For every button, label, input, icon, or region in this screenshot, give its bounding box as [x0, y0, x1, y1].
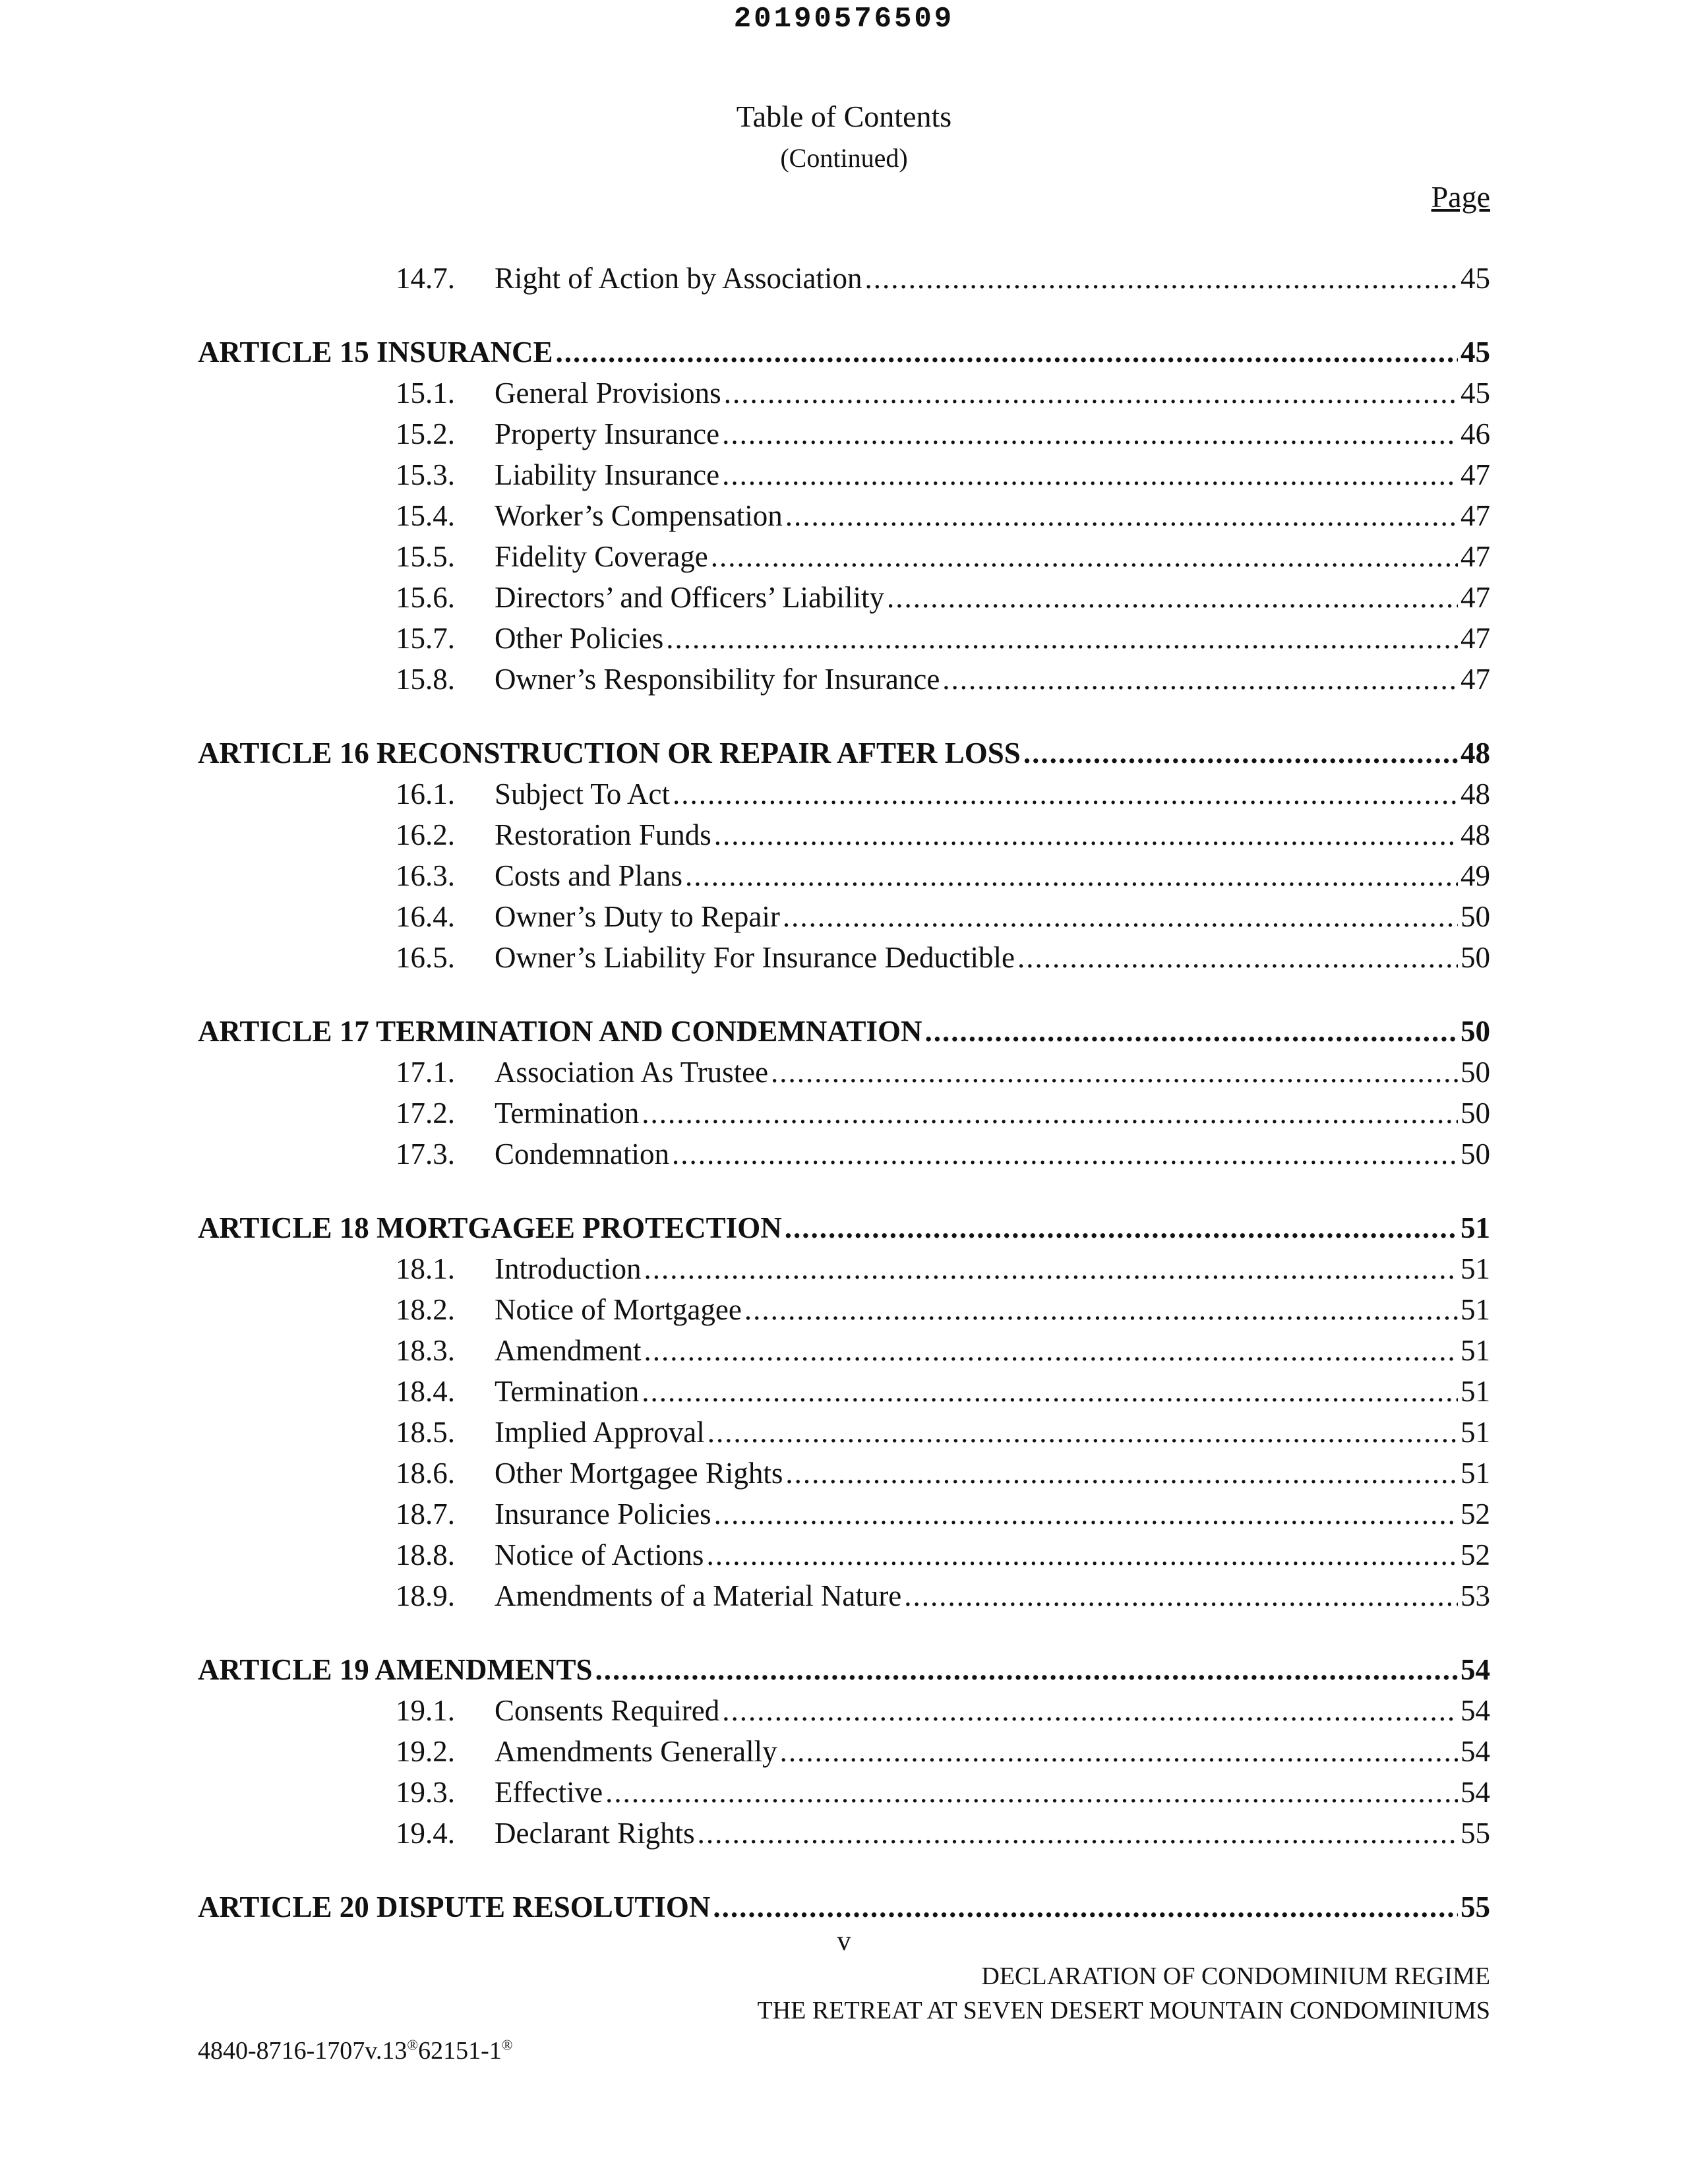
- toc-entry-title: ARTICLE 18 MORTGAGEE PROTECTION: [198, 1211, 782, 1244]
- toc-section-number: 18.1.: [396, 1252, 455, 1285]
- toc-dot-leader: [706, 1535, 1458, 1575]
- toc-entry-title: Effective: [495, 1776, 603, 1809]
- toc-dot-leader: [785, 1208, 1458, 1248]
- toc-dot-leader: [714, 815, 1458, 855]
- toc-page-number: 48: [1461, 777, 1490, 810]
- toc-dot-leader: [1023, 733, 1458, 773]
- toc-dot-leader: [771, 1052, 1458, 1092]
- toc-page-number: 51: [1461, 1375, 1490, 1408]
- toc-section-number: 19.1.: [396, 1694, 455, 1727]
- toc-page-number: 46: [1461, 417, 1490, 450]
- toc-entry-title: Consents Required: [495, 1694, 720, 1727]
- page-column-header: Page: [1431, 180, 1490, 214]
- toc-page-number: 50: [1461, 1015, 1490, 1048]
- toc-entry-title: ARTICLE 15 INSURANCE: [198, 336, 553, 369]
- document-id-number: 4840-8716-1707v.13: [198, 2037, 407, 2065]
- toc-page-number: 47: [1461, 458, 1490, 491]
- toc-page-number: 51: [1461, 1293, 1490, 1326]
- toc-section-entry: [198, 1732, 1490, 1771]
- toc-section-entry: [198, 1576, 1490, 1616]
- toc-page-number: 47: [1461, 581, 1490, 614]
- toc-page-number: 52: [1461, 1498, 1490, 1531]
- toc-page-number: 55: [1461, 1817, 1490, 1850]
- toc-section-number: 17.1.: [396, 1056, 455, 1089]
- toc-page-number: 50: [1461, 1097, 1490, 1130]
- toc-section-entry: [198, 1453, 1490, 1493]
- toc-section-entry: [198, 1691, 1490, 1730]
- toc-section-entry: [198, 1134, 1490, 1174]
- toc-section-number: 16.2.: [396, 818, 455, 851]
- toc-article-entry: [198, 1208, 1490, 1248]
- toc-section-number: 18.3.: [396, 1334, 455, 1367]
- toc-section-number: 19.4.: [396, 1817, 455, 1850]
- toc-section-number: 18.7.: [396, 1498, 455, 1531]
- toc-section-entry: [198, 659, 1490, 699]
- footer-document-title: DECLARATION OF CONDOMINIUM REGIME: [981, 1962, 1490, 1990]
- toc-dot-leader: [685, 856, 1458, 895]
- recording-number: 20190576509: [733, 3, 955, 36]
- toc-dot-leader: [605, 1773, 1458, 1812]
- toc-section-entry: [198, 578, 1490, 617]
- toc-dot-leader: [642, 1093, 1458, 1133]
- toc-page-number: 45: [1461, 336, 1490, 369]
- toc-entry-title: Owner’s Duty to Repair: [495, 900, 780, 933]
- toc-dot-leader: [744, 1290, 1458, 1329]
- toc-entry-title: Costs and Plans: [495, 859, 683, 892]
- toc-page-number: 48: [1461, 818, 1490, 851]
- toc-dot-leader: [780, 1732, 1458, 1771]
- toc-section-entry: [198, 1093, 1490, 1133]
- toc-entry-title: ARTICLE 17 TERMINATION AND CONDEMNATION: [198, 1015, 922, 1048]
- toc-section-number: 16.3.: [396, 859, 455, 892]
- toc-page-number: 51: [1461, 1334, 1490, 1367]
- toc-page-number: 51: [1461, 1416, 1490, 1449]
- toc-section-entry: [198, 1412, 1490, 1452]
- toc-page-number: 45: [1461, 377, 1490, 410]
- toc-entry-title: Worker’s Compensation: [495, 499, 783, 532]
- toc-section-number: 15.4.: [396, 499, 455, 532]
- toc-dot-leader: [785, 1453, 1458, 1493]
- toc-section-entry: [198, 1290, 1490, 1329]
- toc-entry-title: Liability Insurance: [495, 458, 720, 491]
- toc-page-number: 50: [1461, 900, 1490, 933]
- toc-section-number: 16.4.: [396, 900, 455, 933]
- toc-entry-title: Owner’s Responsibility for Insurance: [495, 663, 940, 696]
- toc-page-number: 52: [1461, 1538, 1490, 1571]
- toc-dot-leader: [644, 1249, 1458, 1289]
- toc-dot-leader: [713, 1887, 1458, 1927]
- toc-entry-title: Condemnation: [495, 1138, 669, 1170]
- toc-dot-leader: [722, 455, 1458, 495]
- toc-entry-title: Termination: [495, 1375, 640, 1408]
- toc-dot-leader: [865, 258, 1459, 298]
- toc-section-number: 18.5.: [396, 1416, 455, 1449]
- toc-article-entry: [198, 332, 1490, 372]
- toc-page-number: 51: [1461, 1252, 1490, 1285]
- document-id: [198, 2036, 512, 2065]
- toc-entry-title: ARTICLE 20 DISPUTE RESOLUTION: [198, 1891, 711, 1924]
- toc-entry-title: Property Insurance: [495, 417, 720, 450]
- toc-entry-title: Notice of Mortgagee: [495, 1293, 742, 1326]
- toc-section-entry: [198, 1494, 1490, 1534]
- toc-section-entry: [198, 619, 1490, 658]
- toc-dot-leader: [904, 1576, 1458, 1616]
- toc-dot-leader: [711, 537, 1458, 576]
- toc-section-entry: [198, 856, 1490, 895]
- toc-page-number: 47: [1461, 499, 1490, 532]
- toc-dot-leader: [724, 373, 1458, 413]
- document-client-number: 62151-1: [418, 2037, 502, 2065]
- toc-dot-leader: [642, 1372, 1458, 1411]
- toc-page-number: 54: [1461, 1653, 1490, 1686]
- toc-section-number: 17.2.: [396, 1097, 455, 1130]
- toc-section-entry: [198, 938, 1490, 977]
- toc-section-number: 18.4.: [396, 1375, 455, 1408]
- toc-dot-leader: [722, 1691, 1458, 1730]
- toc-page-number: 49: [1461, 859, 1490, 892]
- toc-page-number: 54: [1461, 1694, 1490, 1727]
- toc-page-number: 50: [1461, 941, 1490, 974]
- document-client-mark: ®: [501, 2036, 513, 2053]
- toc-dot-leader: [556, 332, 1458, 372]
- toc-section-entry: [198, 897, 1490, 936]
- toc-section-number: 15.5.: [396, 540, 455, 573]
- toc-page-number: 51: [1461, 1457, 1490, 1490]
- toc-page-number: 54: [1461, 1735, 1490, 1768]
- toc-page-number: 45: [1461, 262, 1490, 295]
- toc-page-number: 50: [1461, 1056, 1490, 1089]
- toc-dot-leader: [673, 774, 1458, 814]
- toc-entry-title: Insurance Policies: [495, 1498, 711, 1531]
- toc-section-entry: [198, 774, 1490, 814]
- toc-entry-title: Restoration Funds: [495, 818, 711, 851]
- toc-section-number: 15.6.: [396, 581, 455, 614]
- toc-section-entry: [198, 414, 1490, 454]
- toc-dot-leader: [783, 897, 1458, 936]
- footer-project-name: THE RETREAT AT SEVEN DESERT MOUNTAIN CONDOMINIUMS: [757, 1997, 1490, 2024]
- toc-section-number: 18.2.: [396, 1293, 455, 1326]
- toc-section-entry: [198, 815, 1490, 855]
- toc-dot-leader: [714, 1494, 1458, 1534]
- toc-entry-title: Fidelity Coverage: [495, 540, 708, 573]
- toc-dot-leader: [925, 1012, 1458, 1051]
- toc-page-number: 54: [1461, 1776, 1490, 1809]
- toc-section-entry: [198, 1813, 1490, 1853]
- toc-article-entry: [198, 1887, 1490, 1927]
- toc-page-number: 47: [1461, 663, 1490, 696]
- toc-dot-leader: [722, 414, 1458, 454]
- toc-entry-title: Owner’s Liability For Insurance Deductible: [495, 941, 1015, 974]
- toc-entry-title: Notice of Actions: [495, 1538, 704, 1571]
- toc-section-number: 19.3.: [396, 1776, 455, 1809]
- toc-section-entry: [198, 1773, 1490, 1812]
- page-title: Table of Contents: [736, 100, 952, 133]
- page-subtitle: (Continued): [780, 143, 908, 173]
- toc-page-number: 53: [1461, 1579, 1490, 1612]
- toc-section-number: 15.1.: [396, 377, 455, 410]
- toc-section-number: 15.2.: [396, 417, 455, 450]
- toc-dot-leader: [785, 496, 1458, 535]
- toc-entry-title: Amendment: [495, 1334, 642, 1367]
- toc-dot-leader: [942, 659, 1458, 699]
- toc-section-number: 18.9.: [396, 1579, 455, 1612]
- toc-section-number: 18.6.: [396, 1457, 455, 1490]
- page-number: v: [837, 1926, 851, 1957]
- toc-entry-title: ARTICLE 19 AMENDMENTS: [198, 1653, 593, 1686]
- toc-section-number: 16.5.: [396, 941, 455, 974]
- toc-section-number: 15.8.: [396, 663, 455, 696]
- toc-dot-leader: [1017, 938, 1458, 977]
- toc-dot-leader: [666, 619, 1458, 658]
- toc-dot-leader: [698, 1813, 1458, 1853]
- toc-entry-title: Declarant Rights: [495, 1817, 695, 1850]
- toc-page-number: 51: [1461, 1211, 1490, 1244]
- toc-section-entry: [198, 1249, 1490, 1289]
- document-id-mark: ®: [407, 2036, 419, 2053]
- toc-article-entry: [198, 1650, 1490, 1689]
- toc-entry-title: Termination: [495, 1097, 640, 1130]
- toc-entry-title: Other Policies: [495, 622, 664, 655]
- toc-section-number: 17.3.: [396, 1138, 455, 1170]
- toc-article-entry: [198, 733, 1490, 773]
- toc-entry-title: Other Mortgagee Rights: [495, 1457, 783, 1490]
- toc-entry-title: Subject To Act: [495, 777, 671, 810]
- toc-entry-title: Introduction: [495, 1252, 642, 1285]
- toc-section-entry: [198, 496, 1490, 535]
- toc-entry-title: Amendments of a Material Nature: [495, 1579, 902, 1612]
- toc-dot-leader: [644, 1331, 1458, 1370]
- toc-section-number: 15.3.: [396, 458, 455, 491]
- toc-dot-leader: [887, 578, 1458, 617]
- toc-entry-title: Implied Approval: [495, 1416, 705, 1449]
- toc-section-entry: [198, 1052, 1490, 1092]
- toc-section-entry: [198, 373, 1490, 413]
- toc-section-number: 19.2.: [396, 1735, 455, 1768]
- toc-page-number: 55: [1461, 1891, 1490, 1924]
- toc-dot-leader: [672, 1134, 1458, 1174]
- toc-section-entry: [198, 1331, 1490, 1370]
- toc-section-entry: [198, 258, 1490, 298]
- toc-entry-title: Association As Trustee: [495, 1056, 769, 1089]
- toc-entry-title: Amendments Generally: [495, 1735, 777, 1768]
- toc-entry-title: General Provisions: [495, 377, 721, 410]
- toc-page-number: 47: [1461, 622, 1490, 655]
- toc-section-entry: [198, 1372, 1490, 1411]
- toc-page-number: 48: [1461, 737, 1490, 770]
- toc-page-number: 50: [1461, 1138, 1490, 1170]
- toc-section-number: 18.8.: [396, 1538, 455, 1571]
- toc-entry-title: Right of Action by Association: [495, 262, 862, 295]
- toc-article-entry: [198, 1012, 1490, 1051]
- toc-section-number: 15.7.: [396, 622, 455, 655]
- toc-section-number: 14.7.: [396, 262, 455, 295]
- toc-section-entry: [198, 455, 1490, 495]
- toc-page-number: 47: [1461, 540, 1490, 573]
- toc-entry-title: Directors’ and Officers’ Liability: [495, 581, 885, 614]
- toc-dot-leader: [708, 1412, 1458, 1452]
- toc-section-entry: [198, 537, 1490, 576]
- toc-entry-title: ARTICLE 16 RECONSTRUCTION OR REPAIR AFTER LOSS: [198, 737, 1021, 770]
- toc-section-number: 16.1.: [396, 777, 455, 810]
- toc-section-entry: [198, 1535, 1490, 1575]
- toc-dot-leader: [595, 1650, 1459, 1689]
